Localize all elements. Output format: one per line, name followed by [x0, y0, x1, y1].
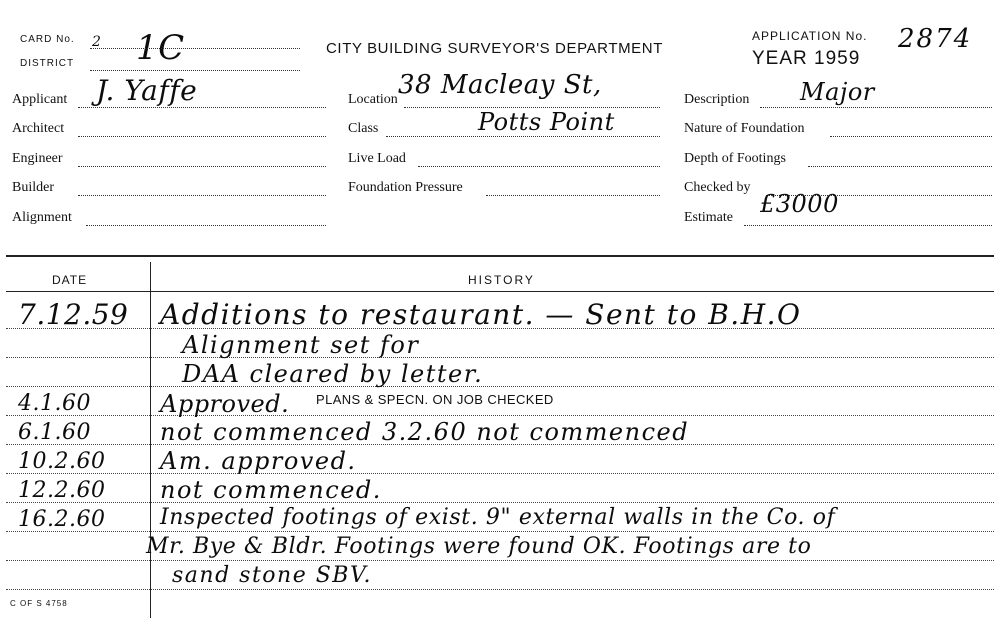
history-rule [6, 502, 994, 503]
history-rule [6, 415, 994, 416]
history-entry: Additions to restaurant. — Sent to B.H.O [160, 298, 802, 331]
history-date: 7.12.59 [18, 298, 129, 331]
estimate-label: Estimate [684, 210, 733, 225]
history-date: 4.1.60 [18, 391, 91, 416]
history-entry: Mr. Bye & Bldr. Footings were found OK. Footings are to [146, 534, 812, 559]
district-value: 1C [136, 28, 185, 68]
applicant-line [78, 107, 326, 108]
engineer-line [78, 166, 326, 167]
history-entry: Approved. [160, 390, 290, 418]
card-no-line [90, 48, 300, 49]
section-divider [6, 255, 994, 257]
history-entry: Inspected footings of exist. 9" external walls in the Co. of [160, 505, 836, 530]
foundation-pressure-label: Foundation Pressure [348, 180, 463, 195]
card-no-label: CARD No. [20, 34, 75, 45]
nature-of-foundation-label: Nature of Foundation [684, 121, 805, 136]
description-label: Description [684, 92, 750, 107]
engineer-label: Engineer [12, 151, 63, 166]
department-title: CITY BUILDING SURVEYOR'S DEPARTMENT [326, 40, 663, 57]
estimate-line [744, 225, 992, 226]
history-header-rule [6, 291, 994, 292]
history-entry: Am. approved. [160, 447, 357, 475]
depth-of-footings-line [808, 166, 992, 167]
class-line [386, 136, 660, 137]
description-value: Major [800, 78, 875, 106]
history-rule [6, 357, 994, 358]
applicant-label: Applicant [12, 92, 68, 107]
history-date: 12.2.60 [18, 478, 106, 503]
alignment-line [86, 225, 326, 226]
history-entry: not commenced. [160, 476, 382, 504]
alignment-label: Alignment [12, 210, 72, 225]
class-label: Class [348, 121, 379, 136]
date-column-divider [150, 262, 151, 618]
card-no-value: 2 [92, 34, 102, 50]
builder-line [78, 195, 326, 196]
application-label: APPLICATION No. [752, 29, 868, 43]
history-column-header: HISTORY [468, 273, 535, 287]
history-entry: not commenced 3.2.60 not commenced [160, 418, 690, 446]
history-date: 6.1.60 [18, 420, 91, 445]
live-load-label: Live Load [348, 151, 406, 166]
architect-label: Architect [12, 121, 65, 136]
job-checked-stamp: PLANS & SPECN. ON JOB CHECKED [316, 392, 554, 407]
nature-of-foundation-line [830, 136, 992, 137]
history-entry: sand stone SBV. [172, 563, 372, 588]
history-date: 16.2.60 [18, 507, 106, 532]
history-entry: DAA cleared by letter. [182, 360, 484, 388]
builder-label: Builder [12, 180, 54, 195]
history-rule [6, 560, 994, 561]
checked-by-label: Checked by [684, 180, 751, 195]
history-rule [6, 589, 994, 590]
form-code: C OF S 4758 [10, 599, 68, 608]
history-rule [6, 386, 994, 387]
district-label: DISTRICT [20, 58, 75, 69]
foundation-pressure-line [486, 195, 660, 196]
history-date: 10.2.60 [18, 449, 106, 474]
description-line [760, 107, 992, 108]
architect-line [78, 136, 326, 137]
year-label: YEAR 1959 [752, 48, 861, 69]
history-rule [6, 531, 994, 532]
location-label: Location [348, 92, 398, 107]
date-column-header: DATE [52, 273, 88, 287]
estimate-value: £3000 [760, 190, 839, 218]
district-line [90, 70, 300, 71]
history-entry: Alignment set for [182, 331, 420, 359]
class-value: Potts Point [478, 108, 615, 136]
applicant-value: J. Yaffe [96, 74, 198, 107]
application-number: 2874 [898, 24, 973, 54]
history-rule [6, 473, 994, 474]
depth-of-footings-label: Depth of Footings [684, 151, 786, 166]
location-value: 38 Macleay St, [398, 70, 602, 100]
live-load-line [418, 166, 660, 167]
